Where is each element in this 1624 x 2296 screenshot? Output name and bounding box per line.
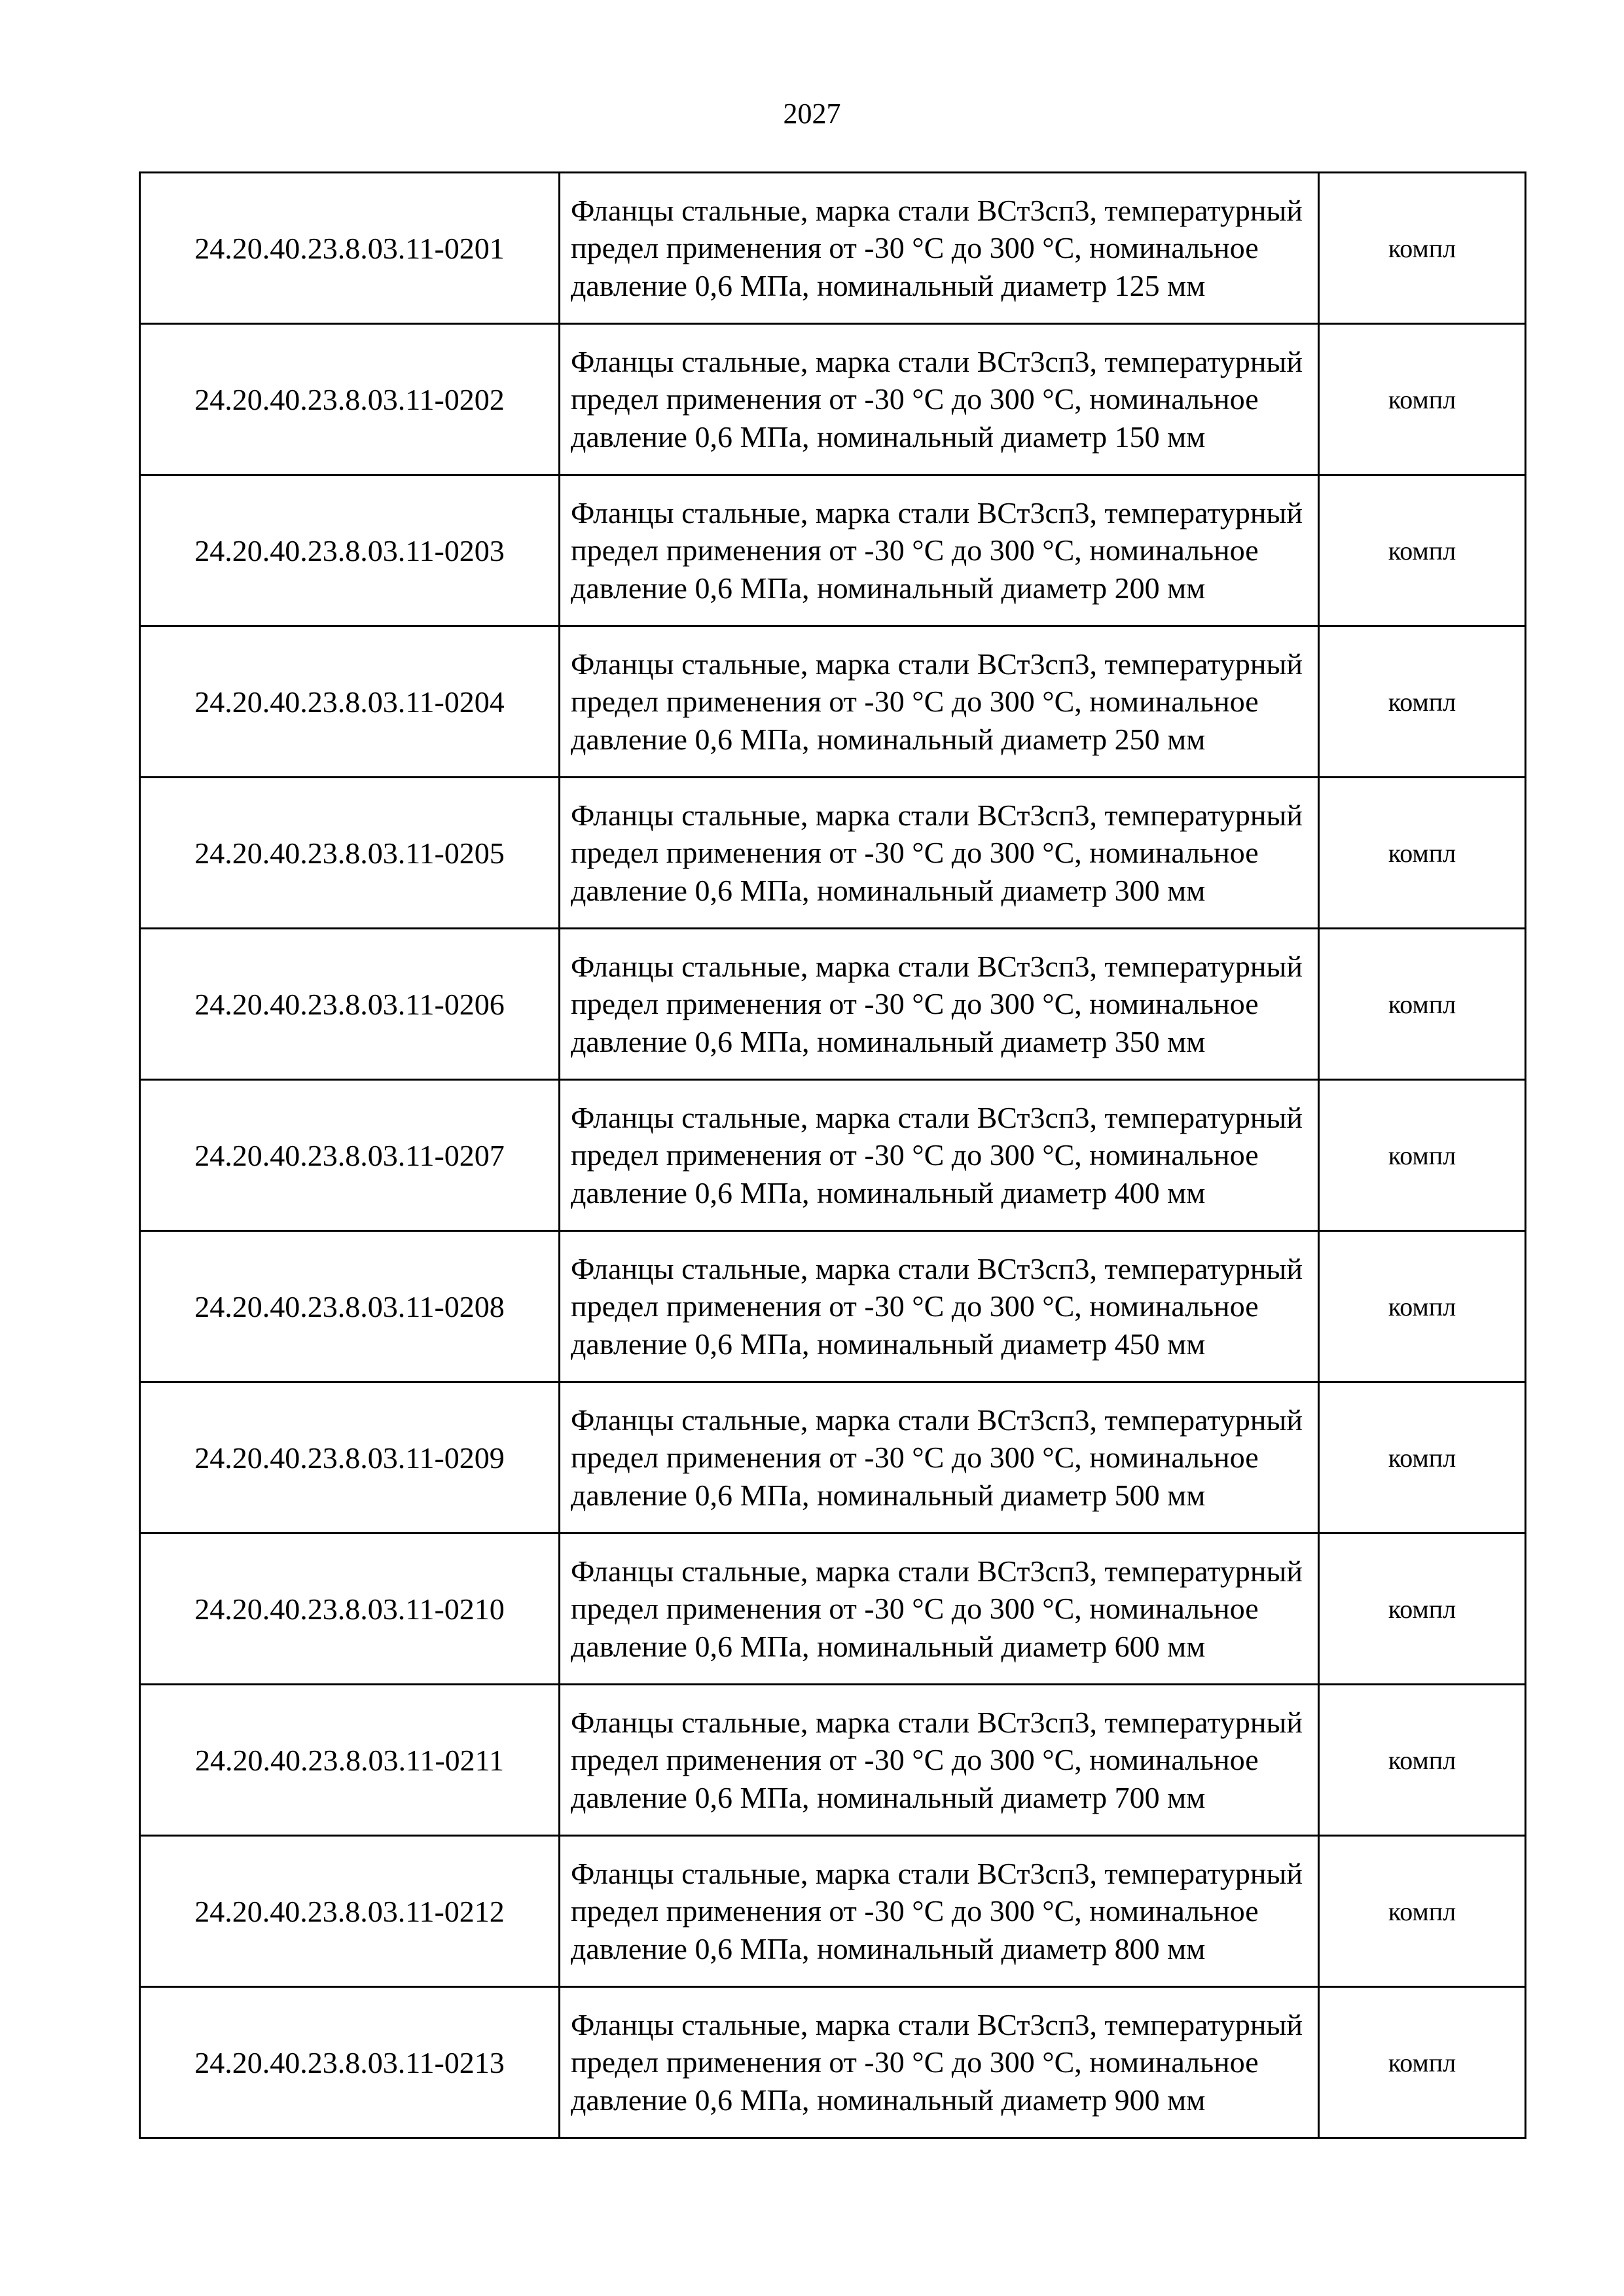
resource-description-cell: Фланцы стальные, марка стали ВСт3сп3, температурный предел применения от -30 °С до 300 °С, номинальное давление 0,6 МПа, номинальный диаметр 250 мм	[560, 626, 1319, 778]
resource-code-cell: 24.20.40.23.8.03.11-0207	[140, 1080, 560, 1231]
resource-code-cell: 24.20.40.23.8.03.11-0209	[140, 1382, 560, 1534]
resource-code-cell: 24.20.40.23.8.03.11-0201	[140, 173, 560, 324]
resource-description-cell: Фланцы стальные, марка стали ВСт3сп3, температурный предел применения от -30 °С до 300 °С, номинальное давление 0,6 МПа, номинальный диаметр 600 мм	[560, 1534, 1319, 1685]
resource-code-cell: 24.20.40.23.8.03.11-0210	[140, 1534, 560, 1685]
resource-code-cell: 24.20.40.23.8.03.11-0211	[140, 1685, 560, 1836]
unit-of-measure-cell: компл	[1319, 1987, 1526, 2138]
unit-of-measure-cell: компл	[1319, 173, 1526, 324]
resource-code-cell: 24.20.40.23.8.03.11-0204	[140, 626, 560, 778]
resource-description-cell: Фланцы стальные, марка стали ВСт3сп3, температурный предел применения от -30 °С до 300 °С, номинальное давление 0,6 МПа, номинальный диаметр 500 мм	[560, 1382, 1319, 1534]
resource-description-cell: Фланцы стальные, марка стали ВСт3сп3, температурный предел применения от -30 °С до 300 °С, номинальное давление 0,6 МПа, номинальный диаметр 350 мм	[560, 929, 1319, 1080]
unit-of-measure-cell: компл	[1319, 475, 1526, 626]
resource-table-container	[139, 171, 1525, 2139]
table-row	[140, 778, 1526, 929]
resource-description-cell: Фланцы стальные, марка стали ВСт3сп3, температурный предел применения от -30 °С до 300 °С, номинальное давление 0,6 МПа, номинальный диаметр 200 мм	[560, 475, 1319, 626]
unit-of-measure-cell: компл	[1319, 1382, 1526, 1534]
table-row	[140, 173, 1526, 324]
resource-code-cell: 24.20.40.23.8.03.11-0202	[140, 324, 560, 475]
table-row	[140, 929, 1526, 1080]
table-row	[140, 1382, 1526, 1534]
unit-of-measure-cell: компл	[1319, 1836, 1526, 1987]
resource-code-cell: 24.20.40.23.8.03.11-0205	[140, 778, 560, 929]
table-row	[140, 1987, 1526, 2138]
unit-of-measure-cell: компл	[1319, 929, 1526, 1080]
resource-code-cell: 24.20.40.23.8.03.11-0212	[140, 1836, 560, 1987]
resource-description-cell: Фланцы стальные, марка стали ВСт3сп3, температурный предел применения от -30 °С до 300 °С, номинальное давление 0,6 МПа, номинальный диаметр 150 мм	[560, 324, 1319, 475]
resource-description-cell: Фланцы стальные, марка стали ВСт3сп3, температурный предел применения от -30 °С до 300 °С, номинальное давление 0,6 МПа, номинальный диаметр 400 мм	[560, 1080, 1319, 1231]
table-row	[140, 1080, 1526, 1231]
unit-of-measure-cell: компл	[1319, 626, 1526, 778]
page-number: 2027	[783, 98, 841, 130]
table-row	[140, 1685, 1526, 1836]
table-row	[140, 1836, 1526, 1987]
resource-description-cell: Фланцы стальные, марка стали ВСт3сп3, температурный предел применения от -30 °С до 300 °С, номинальное давление 0,6 МПа, номинальный диаметр 300 мм	[560, 778, 1319, 929]
unit-of-measure-cell: компл	[1319, 1685, 1526, 1836]
unit-of-measure-cell: компл	[1319, 778, 1526, 929]
resource-code-cell: 24.20.40.23.8.03.11-0203	[140, 475, 560, 626]
resource-description-cell: Фланцы стальные, марка стали ВСт3сп3, температурный предел применения от -30 °С до 300 °С, номинальное давление 0,6 МПа, номинальный диаметр 450 мм	[560, 1231, 1319, 1382]
resource-table	[139, 171, 1526, 2139]
resource-code-cell: 24.20.40.23.8.03.11-0206	[140, 929, 560, 1080]
table-row	[140, 1231, 1526, 1382]
table-row	[140, 626, 1526, 778]
resource-code-cell: 24.20.40.23.8.03.11-0208	[140, 1231, 560, 1382]
table-row	[140, 324, 1526, 475]
table-row	[140, 1534, 1526, 1685]
resource-description-cell: Фланцы стальные, марка стали ВСт3сп3, температурный предел применения от -30 °С до 300 °С, номинальное давление 0,6 МПа, номинальный диаметр 800 мм	[560, 1836, 1319, 1987]
resource-description-cell: Фланцы стальные, марка стали ВСт3сп3, температурный предел применения от -30 °С до 300 °С, номинальное давление 0,6 МПа, номинальный диаметр 900 мм	[560, 1987, 1319, 2138]
unit-of-measure-cell: компл	[1319, 1231, 1526, 1382]
resource-description-cell: Фланцы стальные, марка стали ВСт3сп3, температурный предел применения от -30 °С до 300 °С, номинальное давление 0,6 МПа, номинальный диаметр 125 мм	[560, 173, 1319, 324]
table-row	[140, 475, 1526, 626]
resource-code-cell: 24.20.40.23.8.03.11-0213	[140, 1987, 560, 2138]
unit-of-measure-cell: компл	[1319, 1080, 1526, 1231]
unit-of-measure-cell: компл	[1319, 324, 1526, 475]
resource-description-cell: Фланцы стальные, марка стали ВСт3сп3, температурный предел применения от -30 °С до 300 °С, номинальное давление 0,6 МПа, номинальный диаметр 700 мм	[560, 1685, 1319, 1836]
unit-of-measure-cell: компл	[1319, 1534, 1526, 1685]
